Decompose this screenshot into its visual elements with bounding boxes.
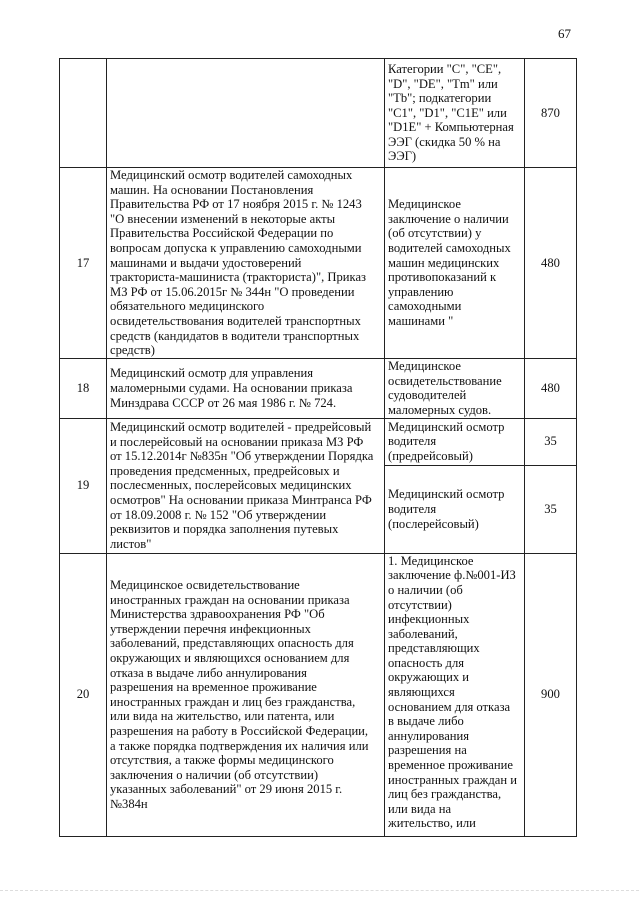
- service-result-cell: Медицинский осмотр водителя (предрейсовый): [385, 418, 525, 465]
- service-result-cell: Медицинский осмотр водителя (послерейсовый): [385, 465, 525, 553]
- service-result-cell: Категории "C", "CE", "D", "DE", "Tm" или "Tb"; подкатегории "C1", "D1", "C1E" или "D1E" + Компьютерная ЭЭГ (скидка 50 % на ЭЭГ): [385, 59, 525, 168]
- table-row-17: [60, 168, 577, 359]
- price-cell: 35: [525, 418, 577, 465]
- row-number-cell: 19: [60, 418, 107, 553]
- table-row-18: [60, 358, 577, 418]
- scan-bottom-edge: [0, 890, 639, 891]
- row-number-cell: 18: [60, 358, 107, 418]
- price-cell: 480: [525, 168, 577, 359]
- service-description-cell: Медицинское освидетельствование иностранных граждан на основании приказа Министерства здравоохранения РФ "Об утверждении перечня инфекционных заболеваний, представляющих опасность для окружающих и являющихся основанием для отказа в выдаче либо аннулирования разрешения на временное проживание иностранных граждан и лиц без гражданства, или вида на жительство, или патента, или разрешения на работу в Российской Федерации, а также порядка подтверждения их наличия или отсутствия, а также формы медицинского заключения о наличии (об отсутствии) указанных заболеваний" от 29 июня 2015 г. №384н: [107, 553, 385, 836]
- row-number-cell: 17: [60, 168, 107, 359]
- page-number: 67: [558, 26, 571, 41]
- price-cell: 480: [525, 358, 577, 418]
- table-row-continuation: [60, 59, 577, 168]
- service-description-cell: [107, 59, 385, 168]
- table-row-20: [60, 553, 577, 836]
- service-description-cell: Медицинский осмотр водителей - предрейсовый и послерейсовый на основании приказа МЗ РФ от 15.12.2014г №835н "Об утверждении Порядка проведения предсменных, предрейсовых и послесменных, послерейсовых медицинских осмотров" На основании приказа Минтранса РФ от 18.09.2008 г. № 152 "Об утверждении реквизитов и порядка заполнения путевых листов": [107, 418, 385, 553]
- services-price-table: [59, 58, 577, 837]
- service-result-cell: Медицинское освидетельствование судоводителей маломерных судов.: [385, 358, 525, 418]
- service-description-cell: Медицинский осмотр водителей самоходных машин. На основании Постановления Правительства РФ от 17 ноября 2015 г. № 1243 "О внесении изменений в некоторые акты Правительства Российской Федерации по вопросам допуска к управлению самоходными машинами и выдачи удостоверений тракториста-машиниста (тракториста)", Приказ МЗ РФ от 15.06.2015г № 344н "О проведении обязательного медицинского освидетельствования водителей транспортных средств (кандидатов в водители транспортных средств): [107, 168, 385, 359]
- service-result-cell: 1. Медицинское заключение ф.№001-ИЗ о наличии (об отсутствии) инфекционных заболеваний, представляющих опасность для окружающих и являющихся основанием для отказа в выдаче либо аннулирования разрешения на временное проживание иностранных граждан и лиц без гражданства, или вида на жительство, или: [385, 553, 525, 836]
- table-row-19a: [60, 418, 577, 465]
- price-cell: 870: [525, 59, 577, 168]
- price-cell: 35: [525, 465, 577, 553]
- service-description-cell: Медицинский осмотр для управления маломерными судами. На основании приказа Минздрава СССР от 26 мая 1986 г. № 724.: [107, 358, 385, 418]
- row-number-cell: [60, 59, 107, 168]
- service-result-cell: Медицинское заключение о наличии (об отсутствии) у водителей самоходных машин медицинских противопоказаний к управлению самоходными машинами ": [385, 168, 525, 359]
- row-number-cell: 20: [60, 553, 107, 836]
- price-cell: 900: [525, 553, 577, 836]
